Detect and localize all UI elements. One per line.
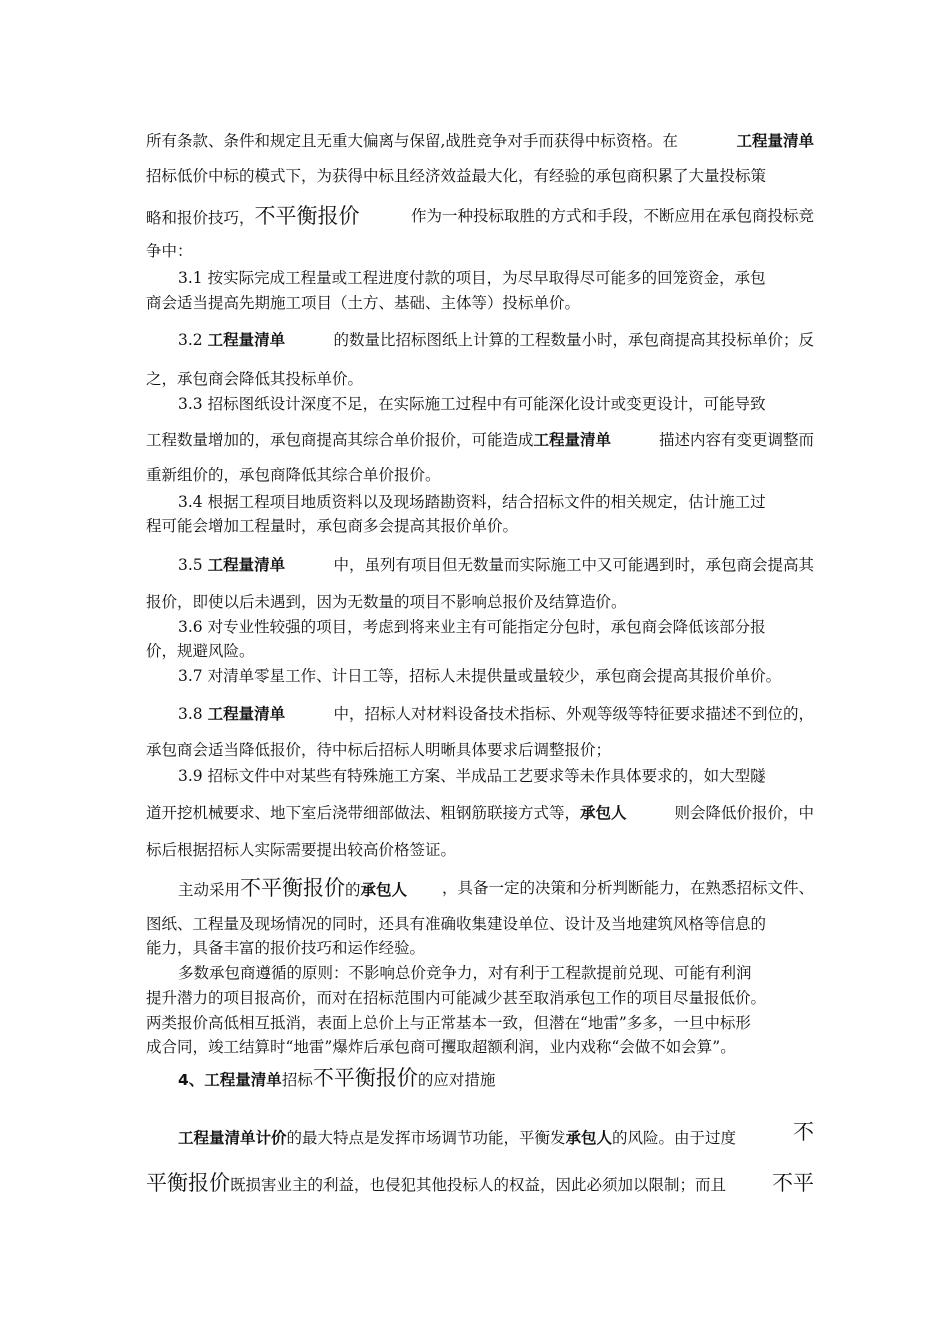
paragraph-3-line-3: 两类报价高低相互抵消，表面上总价上与正常基本一致，但潜在“地雷”多多，一旦中标形 [146,1014,751,1032]
paragraph-2-line-1 [178,872,814,900]
keyword-bill: 工程量清单 [533,431,612,449]
keyword-unbalanced: 不平衡报价 [312,1066,418,1090]
item-3-3-line-1: 3.3 招标图纸设计深度不足，在实际施工过程中有可能深化设计或变更设计，可能导致 [178,395,766,413]
item-3-9-line-3: 标后根据招标人实际需要提出较高价格签证。 [146,841,457,859]
text: ，具备一定的决策和分析判断能力，在熟悉招标文件、 [441,879,814,897]
item-3-6-line-2: 价，规避风险。 [146,642,255,660]
text: 招标 [281,1071,313,1089]
text: 中，虽列有项目但无数量而实际施工中又可能遇到时，承包商会提高其 [333,556,814,574]
text: 作为一种投标取胜的方式和手段，不断应用在承包商投标竞 [410,207,814,225]
text: 描述内容有变更调整而 [658,431,814,449]
paragraph-4-line-1 [178,1122,814,1148]
item-3-4-line-1: 3.4 根据工程项目地质资料以及现场踏勘资料，结合招标文件的相关规定，估计施工过 [178,493,766,511]
item-3-2-line-1 [178,330,814,350]
item-3-2-line-2: 之，承包商会降低其投标单价。 [146,370,364,388]
text: 3.2 [178,331,208,349]
text: 的风险。由于过度 [612,1129,737,1147]
item-3-8-line-1 [178,704,814,724]
text: 的应对措施 [417,1071,496,1089]
text: 则会降低价报价，中 [674,804,814,822]
text: 的最大特点是发挥市场调节功能，平衡发 [286,1129,566,1147]
item-3-5-line-2: 报价，即使以后未遇到，因为无数量的项目不影响总报价及结算造价。 [146,593,627,611]
item-3-4-line-2: 程可能会增加工程量时，承包商多会提高其报价单价。 [146,517,519,535]
text: 主动采用 [178,881,241,899]
text: 道开挖机械要求、地下室后浇带细部做法、粗钢筋联接方式等， [146,804,581,822]
paragraph-1-line-4: 争中： [146,242,193,260]
text: 的数量比招标图纸上计算的工程数量小时，承包商提高其投标单价；反 [333,331,814,349]
heading-number: 4、 [178,1071,205,1089]
paragraph-3-line-4: 成合同，竣工结算时“地雷”爆炸后承包商可攫取超额利润，业内戏称“会做不如会算”。 [146,1038,736,1056]
paragraph-3-line-2: 提升潜力的项目报高价，而对在招标范围内可能减少甚至取消承包工作的项目尽量报低价。 [146,989,767,1007]
keyword-bill: 工程量清单 [204,1071,282,1089]
section-heading-4 [178,1068,814,1090]
item-3-3-line-3: 重新组价的，承包商降低其综合单价报价。 [146,466,441,484]
item-3-9-line-1: 3.9 招标文件中对某些有特殊施工方案、半成品工艺要求等未作具体要求的，如大型隧 [178,767,766,785]
paragraph-1-line-1 [146,131,814,151]
keyword-bill: 工程量清单 [736,132,814,150]
keyword-unbalanced-part-3: 不平 [772,1171,814,1195]
text: 3.5 [178,556,208,574]
keyword-contractor: 承包人 [580,804,627,822]
keyword-contractor: 承包人 [360,881,408,899]
keyword-unbalanced: 不平衡报价 [240,876,346,900]
text: 略和报价技巧， [146,209,255,227]
paragraph-2-line-3: 能力，具备丰富的报价技巧和运作经验。 [146,939,426,957]
item-3-5-line-1 [178,555,814,575]
item-3-6-line-1: 3.6 对专业性较强的项目，考虑到将来业主有可能指定分包时，承包商会降低该部分报 [178,618,766,636]
keyword-bill: 工程量清单 [207,556,286,574]
keyword-unbalanced-part-2: 平衡报价 [146,1171,230,1195]
paragraph-2-line-2: 图纸、工程量及现场情况的同时，还具有准确收集建设单位、设计及当地建筑风格等信息的 [146,915,767,933]
keyword-bill-pricing: 工程量清单计价 [178,1129,287,1147]
paragraph-1-line-2: 招标低价中标的模式下，为获得中标且经济效益最大化，有经验的承包商积累了大量投标策 [146,167,767,185]
keyword-unbalanced: 不平衡报价 [254,204,360,228]
item-3-1-line-1: 3.1 按实际完成工程量或工程进度付款的项目，为尽早取得尽可能多的回笼资金，承包 [178,269,766,287]
keyword-bill: 工程量清单 [207,331,286,349]
item-3-8-line-2: 承包商会适当降低报价，待中标后招标人明晰具体要求后调整报价； [146,741,612,759]
text: 既损害业主的利益，也侵犯其他投标人的权益，因此必须加以限制；而且 [230,1176,727,1194]
item-3-7-line-1: 3.7 对清单零星工作、计日工等，招标人未提供量或量较少，承包商会提高其报价单价。 [178,667,782,685]
paragraph-4-line-2 [146,1173,814,1195]
text: 所有条款、条件和规定且无重大偏离与保留,战胜竞争对手而获得中标资格。在 [146,132,678,150]
text: 中，招标人对材料设备技术指标、外观等级等特征要求描述不到位的， [333,705,814,723]
keyword-unbalanced-part-1: 不 [793,1120,814,1144]
text: 3.8 [178,705,208,723]
item-3-9-line-2 [146,803,814,823]
paragraph-1-line-3 [146,200,814,228]
text: 工程数量增加的，承包商提高其综合单价报价，可能造成 [146,431,534,449]
keyword-contractor: 承包人 [565,1129,613,1147]
text: 的 [345,881,361,899]
keyword-bill: 工程量清单 [207,705,286,723]
item-3-1-line-2: 商会适当提高先期施工项目（土方、基础、主体等）投标单价。 [146,294,581,312]
paragraph-3-line-1: 多数承包商遵循的原则：不影响总价竞争力，对有利于工程款提前兑现、可能有利润 [178,964,752,982]
item-3-3-line-2 [146,430,814,450]
